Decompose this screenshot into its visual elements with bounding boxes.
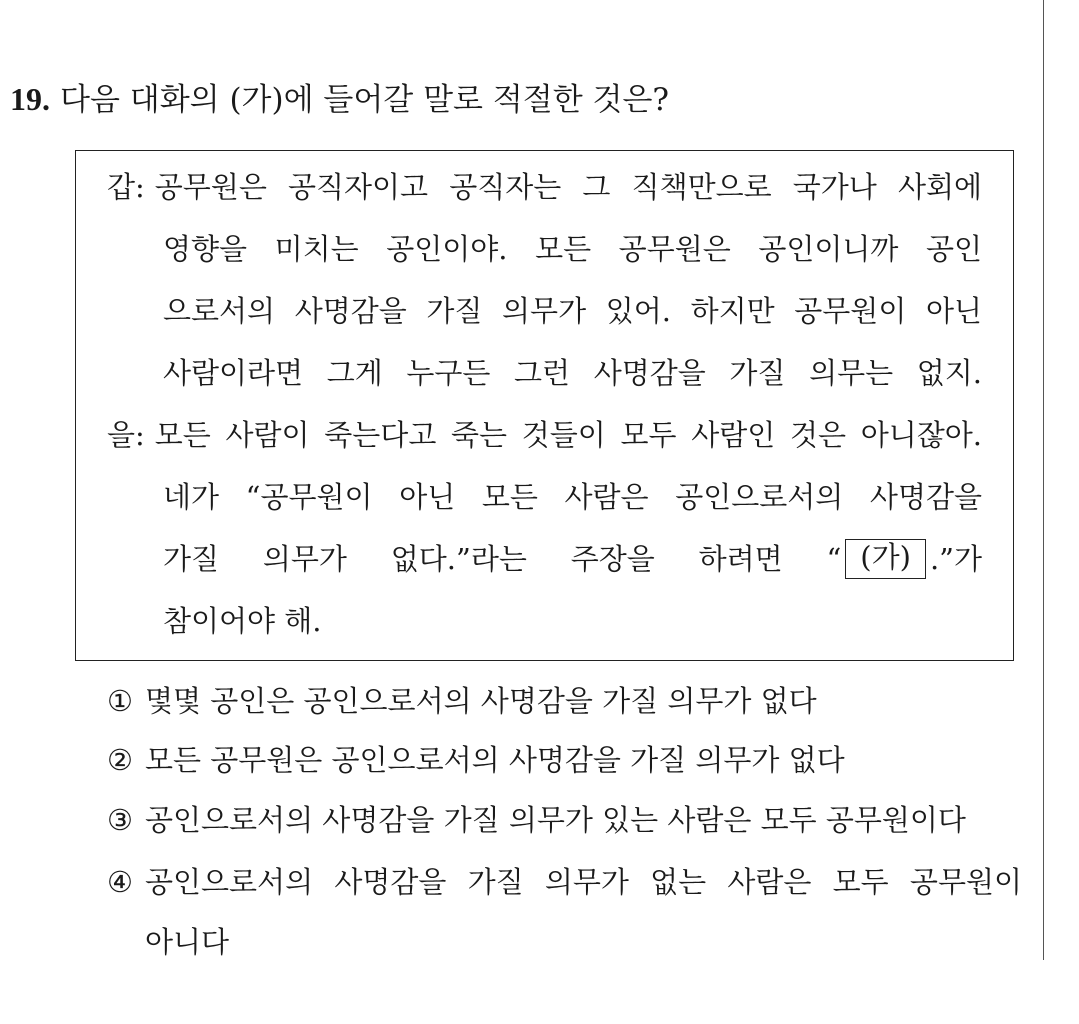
dialogue-eul-line-2: 네가 “공무원이 아닌 모든 사람은 공인으로서의 사명감을 <box>163 480 982 514</box>
choice-text: 공인으로서의 사명감을 가질 의무가 없는 사람은 모두 공무원이 <box>145 865 1022 899</box>
speaker-gap: 갑: <box>107 170 145 204</box>
dialogue-eul-line-4: 참이어야 해. <box>163 604 322 638</box>
dialogue-eul-line-1 <box>107 415 982 455</box>
dialogue-gap-line-2: 영향을 미치는 공인이야. 모든 공무원은 공인이니까 공인 <box>163 232 982 266</box>
column-divider <box>1043 0 1044 960</box>
question-number: 19. <box>10 81 50 117</box>
choice-1[interactable] <box>107 681 817 721</box>
dialogue-text-before-blank: 가질 의무가 없다.”라는 주장을 하려면 “ <box>163 542 842 576</box>
choice-2[interactable] <box>107 740 845 780</box>
dialogue-text-after-blank: .”가 <box>929 542 982 576</box>
dialogue-text: 모든 사람이 죽는다고 죽는 것들이 모두 사람인 것은 아니잖아. <box>154 418 982 452</box>
question-prompt: 다음 대화의 (가)에 들어갈 말로 적절한 것은? <box>60 82 670 118</box>
dialogue-gap-line-4: 사람이라면 그게 누구든 그런 사명감을 가질 의무는 없지. <box>163 356 982 390</box>
choice-marker: ③ <box>107 803 133 837</box>
dialogue-box <box>75 150 1014 661</box>
choice-marker: ② <box>107 743 133 777</box>
choice-4[interactable] <box>107 862 1022 902</box>
dialogue-gap-line-3: 으로서의 사명감을 가질 의무가 있어. 하지만 공무원이 아닌 <box>163 294 982 328</box>
choice-4-continuation: 아니다 <box>145 925 230 959</box>
dialogue-gap-line-1 <box>107 167 982 207</box>
choice-3[interactable] <box>107 800 966 840</box>
speaker-eul: 을: <box>107 418 145 452</box>
choice-marker: ① <box>107 684 133 718</box>
dialogue-text: 공무원은 공직자이고 공직자는 그 직책만으로 국가나 사회에 <box>154 170 982 204</box>
answer-blank-box: (가) <box>845 539 926 579</box>
question-stem <box>10 76 669 123</box>
dialogue-eul-line-3 <box>163 539 982 579</box>
choice-marker: ④ <box>107 865 133 899</box>
choice-text: 공인으로서의 사명감을 가질 의무가 있는 사람은 모두 공무원이다 <box>145 803 966 837</box>
choice-text: 모든 공무원은 공인으로서의 사명감을 가질 의무가 없다 <box>145 743 845 777</box>
choice-text: 몇몇 공인은 공인으로서의 사명감을 가질 의무가 없다 <box>145 684 817 718</box>
